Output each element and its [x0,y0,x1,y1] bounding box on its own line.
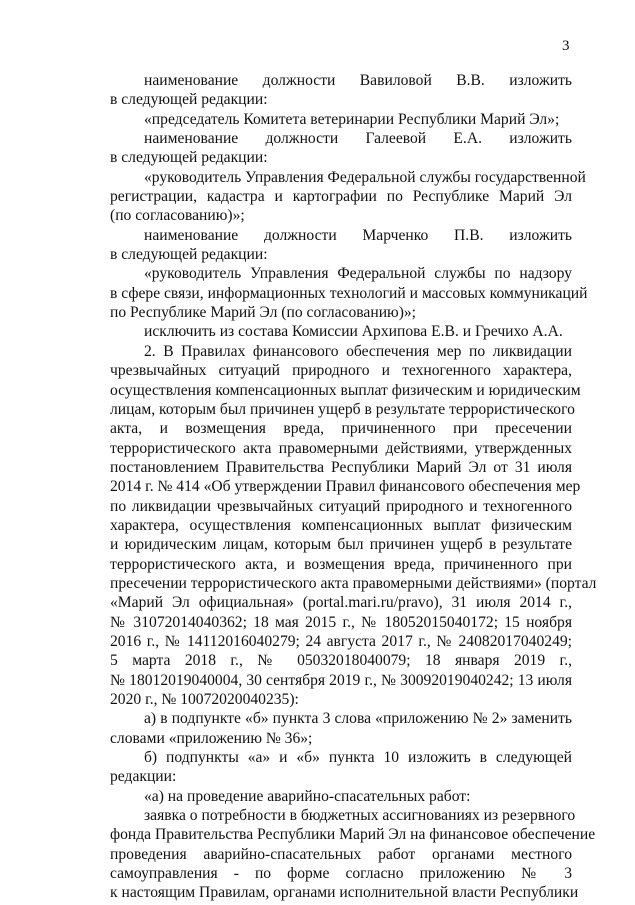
text-line: «а) на проведение аварийно-спасательных работ: [144,787,471,805]
text-line: «руководитель Управления Федеральной службы государственной [144,168,586,186]
text-line: в следующей редакции: [110,149,268,167]
text-line: № 18012019040004, 30 сентября 2019 г., № 30092019040242; 13 июля [110,671,572,689]
text-line: к настоящим Правилам, органами исполнительной власти Республики [110,884,579,902]
text-line: акта, и возмещения вреда, причиненного при пресечении [110,420,572,438]
document-body [110,71,597,903]
page-number: 3 [562,38,570,54]
text-line: террористического акта правомерными действиями, утвержденных [110,439,572,457]
text-line: в сфере связи, информационных технологий и массовых коммуникаций [110,284,588,302]
text-line: проведения аварийно-спасательных работ органами местного [110,845,572,863]
text-line: пресечении террористического акта правомерными действиями» (портал [110,574,597,592]
text-line: «председатель Комитета ветеринарии Республики Марий Эл»; [144,110,560,128]
text-line: 2014 г. № 414 «Об утверждении Правил финансового обеспечения мер [110,478,581,496]
text-line: 2020 г., № 10072020040235): [110,691,299,708]
text-line: постановлением Правительства Республики Марий Эл от 31 июля [110,458,572,476]
text-line: регистрации, кадастра и картографии по Республике Марий Эл [110,188,572,206]
text-line: характера, осуществления компенсационных выплат физическим [110,516,572,534]
text-line: наименование должности Галеевой Е.А. изложить [144,130,572,148]
text-line: редакции: [110,768,177,786]
text-line: по ликвидации чрезвычайных ситуаций природного и техногенного [110,497,572,515]
text-line: 2016 г., № 14112016040279; 24 августа 2017 г., № 24082017040249; [110,632,572,650]
text-line: 2. В Правилах финансового обеспечения мер по ликвидации [144,342,572,360]
text-line: в следующей редакции: [110,246,268,264]
text-line: террористического акта, и возмещения вреда, причиненного при [110,555,572,573]
text-line: лицам, которым был причинен ущерб в результате террористического [110,400,575,418]
text-line: в следующей редакции: [110,91,268,109]
text-line: осуществления компенсационных выплат физическим и юридическим [110,381,581,399]
text-line: 5 марта 2018 г., № 05032018040079; 18 января 2019 г., [110,652,572,670]
text-line: по Республике Марий Эл (по согласованию)»; [110,304,417,322]
text-line: (по согласованию)»; [110,207,245,225]
text-line: самоуправления - по форме согласно приложению № 3 [110,865,572,883]
text-line: а) в подпункте «б» пункта 3 слова «приложению № 2» заменить [144,710,572,728]
text-line: заявка о потребности в бюджетных ассигнованиях из резервного [144,807,576,825]
text-line: чрезвычайных ситуаций природного и техногенного характера, [110,362,572,380]
text-line: исключить из состава Комиссии Архипова Е.В. и Гречихо А.А. [144,323,563,341]
text-line: «Марий Эл официальная» (portal.mari.ru/pravo), 31 июля 2014 г., [110,594,572,612]
text-line: наименование должности Вавиловой В.В. изложить [144,72,572,89]
text-line: фонда Правительства Республики Марий Эл на финансовое обеспечение [110,826,596,844]
text-line: № 31072014040362; 18 мая 2015 г., № 18052015040172; 15 ноября [110,613,572,631]
text-line: словами «приложению № 36»; [110,729,313,747]
text-line: б) подпункты «а» и «б» пункта 10 изложить в следующей [144,749,572,767]
text-line: «руководитель Управления Федеральной службы по надзору [144,265,572,283]
text-line: наименование должности Марченко П.В. изложить [144,226,572,244]
text-line: и юридическим лицам, которым был причинен ущерб в результате [110,536,572,554]
